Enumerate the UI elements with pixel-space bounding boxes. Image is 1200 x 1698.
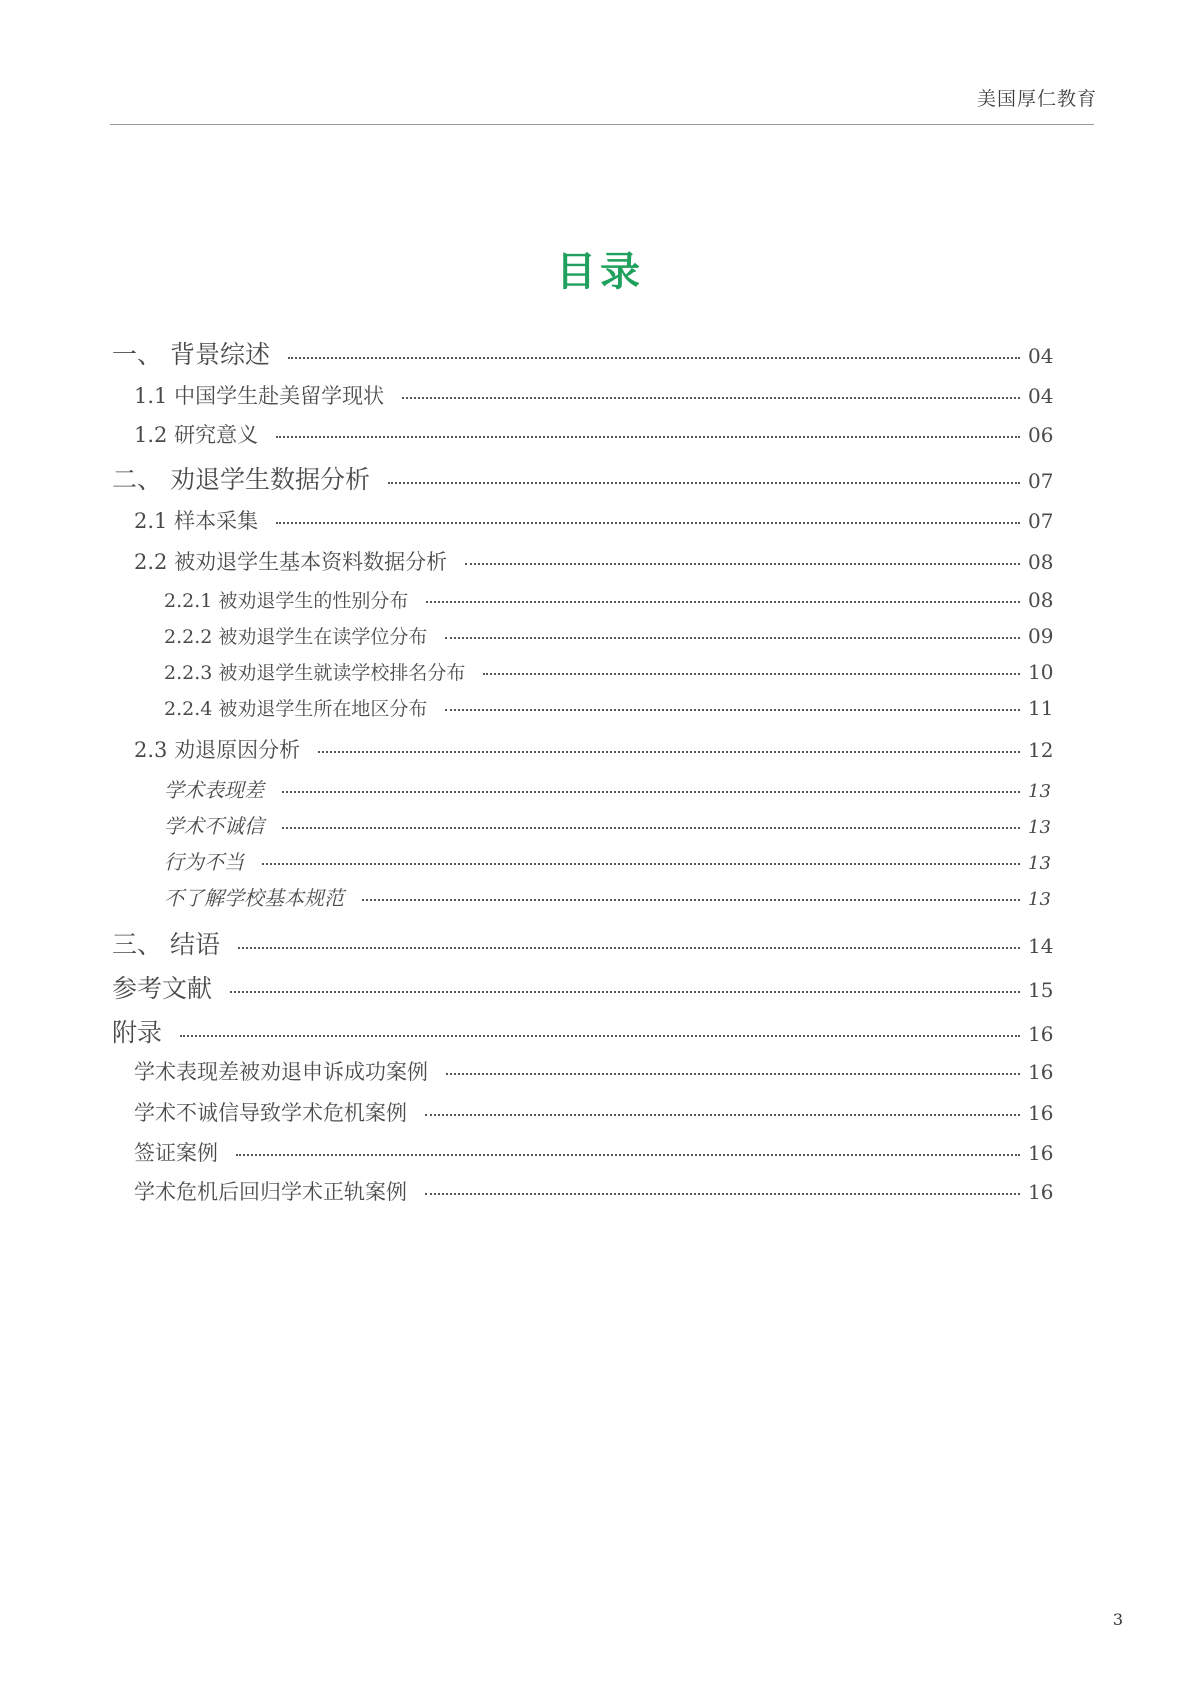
toc-entry-page: 07 [1028,469,1054,493]
toc-entry-page: 14 [1028,934,1054,958]
toc-entry-page: 13 [1028,853,1051,874]
toc-entry[interactable] [112,969,1062,1005]
toc-entry[interactable] [134,1137,1062,1167]
toc-leader [483,673,1020,675]
toc-entry[interactable] [164,622,1062,649]
toc-entry-label: 一、 背景综述 [112,340,270,369]
toc-entry[interactable] [134,734,1062,764]
toc-entry-page: 04 [1028,384,1054,408]
toc-leader [426,601,1020,603]
toc-entry-page: 04 [1028,344,1054,368]
toc-leader [425,1193,1020,1195]
toc-entry-label: 1.1 中国学生赴美留学现状 [134,384,385,408]
toc-entry-label: 三、 结语 [112,930,220,959]
toc-entry-page: 12 [1028,738,1054,762]
toc-entry-label: 附录 [112,1018,163,1047]
toc-leader [276,436,1020,438]
toc-entry[interactable] [164,882,1062,911]
page-number: 3 [1112,1610,1123,1629]
toc-entry-label: 学术不诚信导致学术危机案例 [134,1101,407,1125]
toc-entry[interactable] [112,335,1062,371]
toc-leader [282,827,1020,829]
toc-leader [318,751,1020,753]
toc-leader [180,1035,1020,1037]
toc-leader [388,482,1020,484]
toc-leader [425,1114,1020,1116]
toc-entry-page: 13 [1028,817,1051,838]
toc-entry-label: 二、 劝退学生数据分析 [112,465,370,494]
toc-entry-page: 10 [1028,660,1054,684]
toc-entry-page: 16 [1028,1101,1054,1125]
toc-leader [362,899,1020,901]
toc-entry-page: 07 [1028,509,1054,533]
toc-entry-label: 学术不诚信 [164,814,264,838]
toc-entry-label: 2.2.4 被劝退学生所在地区分布 [164,698,428,720]
toc-entry[interactable] [134,1097,1062,1127]
toc-entry-page: 06 [1028,423,1054,447]
toc-entry-page: 16 [1028,1180,1054,1204]
toc-entry-label: 不了解学校基本规范 [164,886,344,910]
toc-entry-label: 行为不当 [164,850,244,874]
toc-entry[interactable] [164,774,1062,803]
toc-entry-label: 参考文献 [112,974,213,1003]
toc-leader [230,991,1020,993]
page-title: 目录 [556,249,644,295]
toc-entry[interactable] [164,810,1062,839]
toc-entry[interactable] [112,460,1062,496]
toc-entry-label: 学术表现差被劝退申诉成功案例 [134,1060,428,1084]
toc-entry-page: 13 [1028,781,1051,802]
toc-leader [288,357,1020,359]
toc-entry[interactable] [164,658,1062,685]
toc-leader [446,1073,1020,1075]
toc-entry[interactable] [164,694,1062,721]
toc-entry-label: 1.2 研究意义 [134,423,259,447]
toc-entry-label: 2.2 被劝退学生基本资料数据分析 [134,550,448,574]
toc-entry-page: 16 [1028,1141,1054,1165]
toc-entry-page: 08 [1028,550,1054,574]
header-divider [110,124,1094,125]
toc-leader [445,709,1020,711]
toc-entry-page: 08 [1028,588,1054,612]
toc-entry[interactable] [134,380,1062,410]
toc-entry-page: 16 [1028,1060,1054,1084]
toc-entry[interactable] [134,419,1062,449]
toc-entry-page: 09 [1028,624,1054,648]
toc-entry-label: 学术危机后回归学术正轨案例 [134,1180,407,1204]
toc-entry[interactable] [134,505,1062,535]
toc-leader [445,637,1020,639]
toc-entry-page: 13 [1028,889,1051,910]
toc-leader [402,397,1020,399]
toc-entry-label: 2.1 样本采集 [134,509,259,533]
toc-entry-label: 2.3 劝退原因分析 [134,738,301,762]
toc-entry[interactable] [164,586,1062,613]
toc-leader [276,522,1020,524]
toc-entry[interactable] [112,1013,1062,1049]
toc-entry-label: 学术表现差 [164,778,264,802]
toc-leader [262,863,1020,865]
toc-leader [236,1154,1020,1156]
header-org-name: 美国厚仁教育 [976,88,1097,110]
toc-entry-label: 签证案例 [134,1141,218,1165]
toc-entry-label: 2.2.1 被劝退学生的性别分布 [164,590,409,612]
toc-entry-label: 2.2.2 被劝退学生在读学位分布 [164,626,428,648]
toc-entry[interactable] [134,546,1062,576]
toc-entry[interactable] [134,1056,1062,1086]
toc-entry[interactable] [112,925,1062,961]
toc-leader [282,791,1020,793]
toc-entry-page: 15 [1028,978,1054,1002]
toc-leader [238,947,1020,949]
toc-leader [465,563,1020,565]
toc-entry-page: 16 [1028,1022,1054,1046]
toc-entry[interactable] [164,846,1062,875]
toc-entry[interactable] [134,1176,1062,1206]
toc-entry-label: 2.2.3 被劝退学生就读学校排名分布 [164,662,466,684]
toc-entry-page: 11 [1028,696,1054,720]
